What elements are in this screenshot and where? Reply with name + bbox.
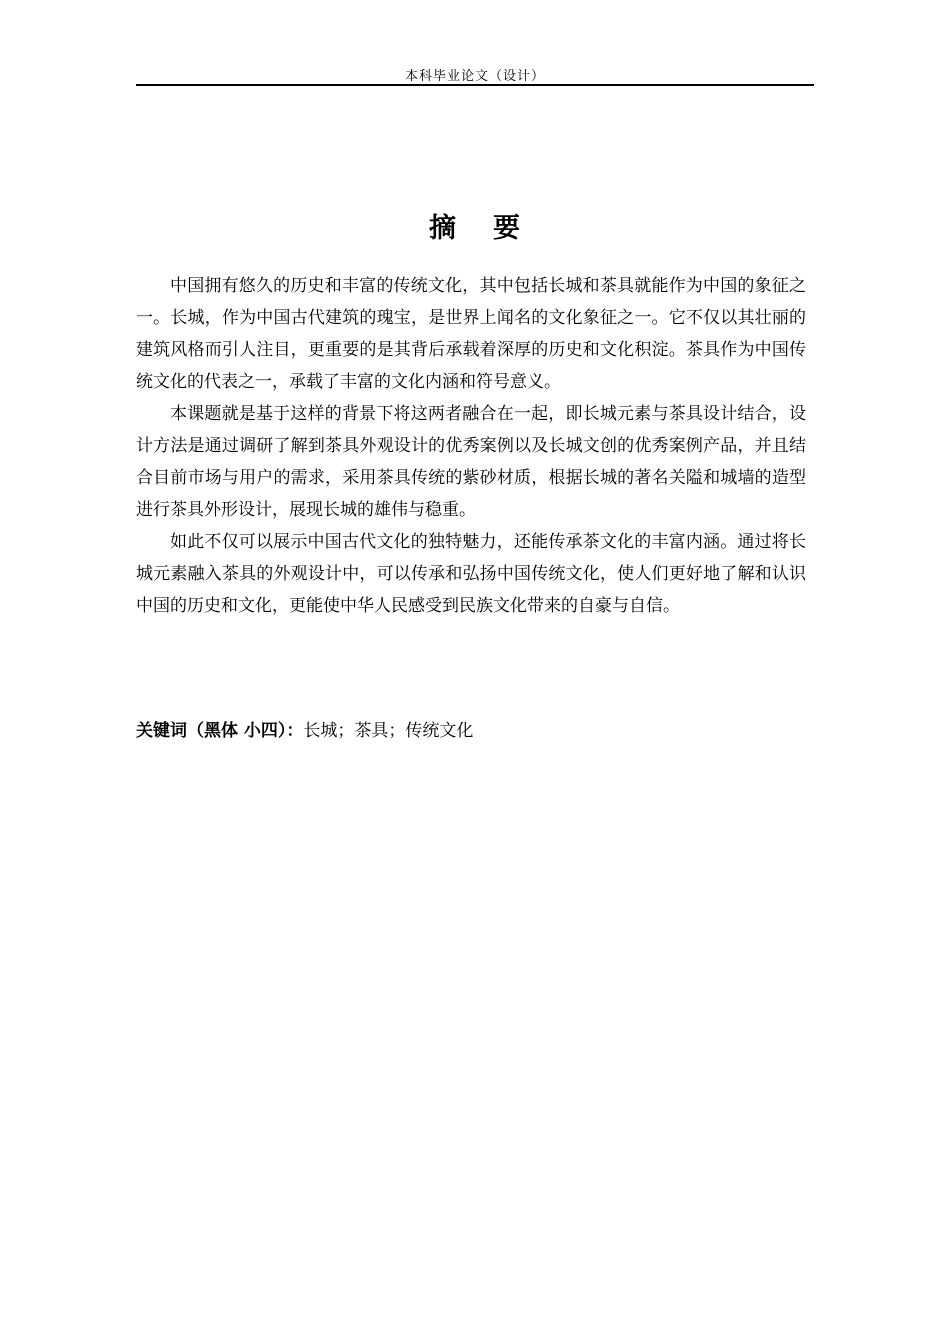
keywords-line [136, 715, 473, 747]
title-char-2: 要 [493, 213, 521, 244]
abstract-title [136, 206, 814, 245]
abstract-paragraph-3: 如此不仅可以展示中国古代文化的独特魅力，还能传承茶文化的丰富内涵。通过将长城元素融入茶具的外观设计中，可以传承和弘扬中国传统文化，使人们更好地了解和认识中国的历史和文化，更能使中华人民感受到民族文化带来的自豪与自信。 [136, 532, 806, 616]
header-divider [136, 84, 814, 86]
keywords-label: 关键词（黑体 小四）： [136, 721, 304, 741]
keywords-value: 长城；茶具；传统文化 [303, 721, 474, 741]
abstract-paragraph-2: 本课题就是基于这样的背景下将这两者融合在一起，即长城元素与茶具设计结合，设计方法是通过调研了解到茶具外观设计的优秀案例以及长城文创的优秀案例产品，并且结合目前市场与用户的需求，采用茶具传统的紫砂材质，根据长城的著名关隘和城墙的造型进行茶具外形设计，展现长城的雄伟与稳重。 [136, 404, 806, 520]
abstract-paragraph-1: 中国拥有悠久的历史和丰富的传统文化，其中包括长城和茶具就能作为中国的象征之一。长城，作为中国古代建筑的瑰宝，是世界上闻名的文化象征之一。它不仅以其壮丽的建筑风格而引人注目，更重要的是其背后承载着深厚的历史和文化积淀。茶具作为中国传统文化的代表之一，承载了丰富的文化内涵和符号意义。 [136, 276, 806, 392]
title-char-1: 摘 [429, 213, 457, 244]
page-header: 本科毕业论文（设计） [404, 69, 545, 84]
abstract-body [136, 270, 806, 622]
